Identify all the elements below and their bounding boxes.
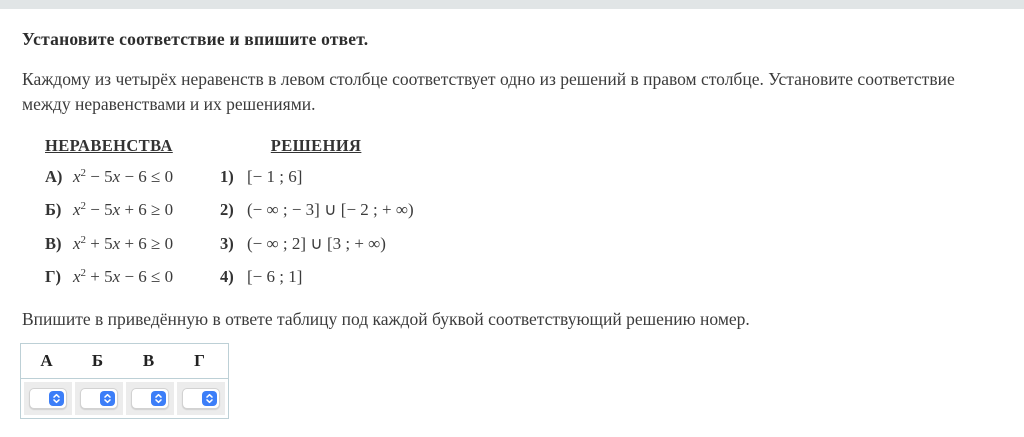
select-stepper-icon — [49, 391, 64, 406]
answer-select-a[interactable] — [29, 388, 67, 409]
inequality-formula-v: $x^2 + 5x + 6 \ge 0$ — [73, 233, 174, 253]
solutions-column-header: РЕШЕНИЯ — [270, 136, 362, 155]
answer-cell-a — [24, 382, 72, 415]
match-row-a — [22, 160, 1002, 194]
exercise-page — [0, 29, 1024, 419]
task-description: Каждому из четырёх неравенств в левом столбце соответствует одно из решений в правом столбце. Установите соответствие между неравенствами и их решениями. — [22, 69, 955, 114]
answer-table — [20, 343, 229, 419]
answer-cell-g — [177, 382, 225, 415]
answer-column-label-b: Б — [91, 351, 104, 370]
solution-interval-3: (− ∞ ; 2] ∪ [3 ; + ∞) — [247, 233, 386, 253]
answer-cell-b — [75, 382, 123, 415]
solution-number-3: 3) — [220, 233, 234, 253]
match-row-b — [22, 194, 1002, 228]
page-title: Установите соответствие и впишите ответ. — [22, 29, 369, 49]
inequality-letter-v: В) — [45, 233, 62, 253]
answer-cell-v — [126, 382, 174, 415]
answer-select-v[interactable] — [131, 388, 169, 409]
answer-column-label-a: А — [40, 351, 53, 370]
answer-column-label-g: Г — [194, 351, 205, 370]
inequality-letter-a: А) — [45, 166, 63, 186]
answer-instruction: Впишите в приведённую в ответе таблицу под каждой буквой соответствующий решению номер. — [22, 309, 750, 329]
solution-interval-4: [− 6 ; 1] — [247, 267, 303, 287]
answer-column-label-v: В — [142, 351, 155, 370]
solution-number-4: 4) — [220, 267, 234, 287]
inequality-letter-g: Г) — [45, 267, 61, 287]
answer-table-header-row — [21, 344, 228, 379]
match-row-v — [22, 227, 1002, 261]
solution-interval-2: (− ∞ ; − 3] ∪ [− 2 ; + ∞) — [247, 200, 414, 220]
solution-interval-1: [− 1 ; 6] — [247, 166, 303, 186]
inequality-letter-b: Б) — [45, 200, 62, 220]
match-row-g — [22, 261, 1002, 295]
inequality-formula-a: $x^2 - 5x - 6 \le 0$ — [73, 166, 174, 186]
answer-select-b[interactable] — [80, 388, 118, 409]
inequality-formula-g: $x^2 + 5x - 6 \le 0$ — [73, 267, 174, 287]
matching-headers — [22, 132, 1002, 160]
matching-block — [22, 132, 1002, 294]
select-stepper-icon — [202, 391, 217, 406]
answer-select-g[interactable] — [182, 388, 220, 409]
top-bar — [0, 0, 1024, 9]
solution-number-1: 1) — [220, 166, 234, 186]
inequalities-column-header: НЕРАВЕНСТВА — [45, 136, 173, 155]
select-stepper-icon — [151, 391, 166, 406]
inequality-formula-b: $x^2 - 5x + 6 \ge 0$ — [73, 200, 174, 220]
select-stepper-icon — [100, 391, 115, 406]
answer-table-input-row — [21, 379, 228, 418]
solution-number-2: 2) — [220, 200, 234, 220]
